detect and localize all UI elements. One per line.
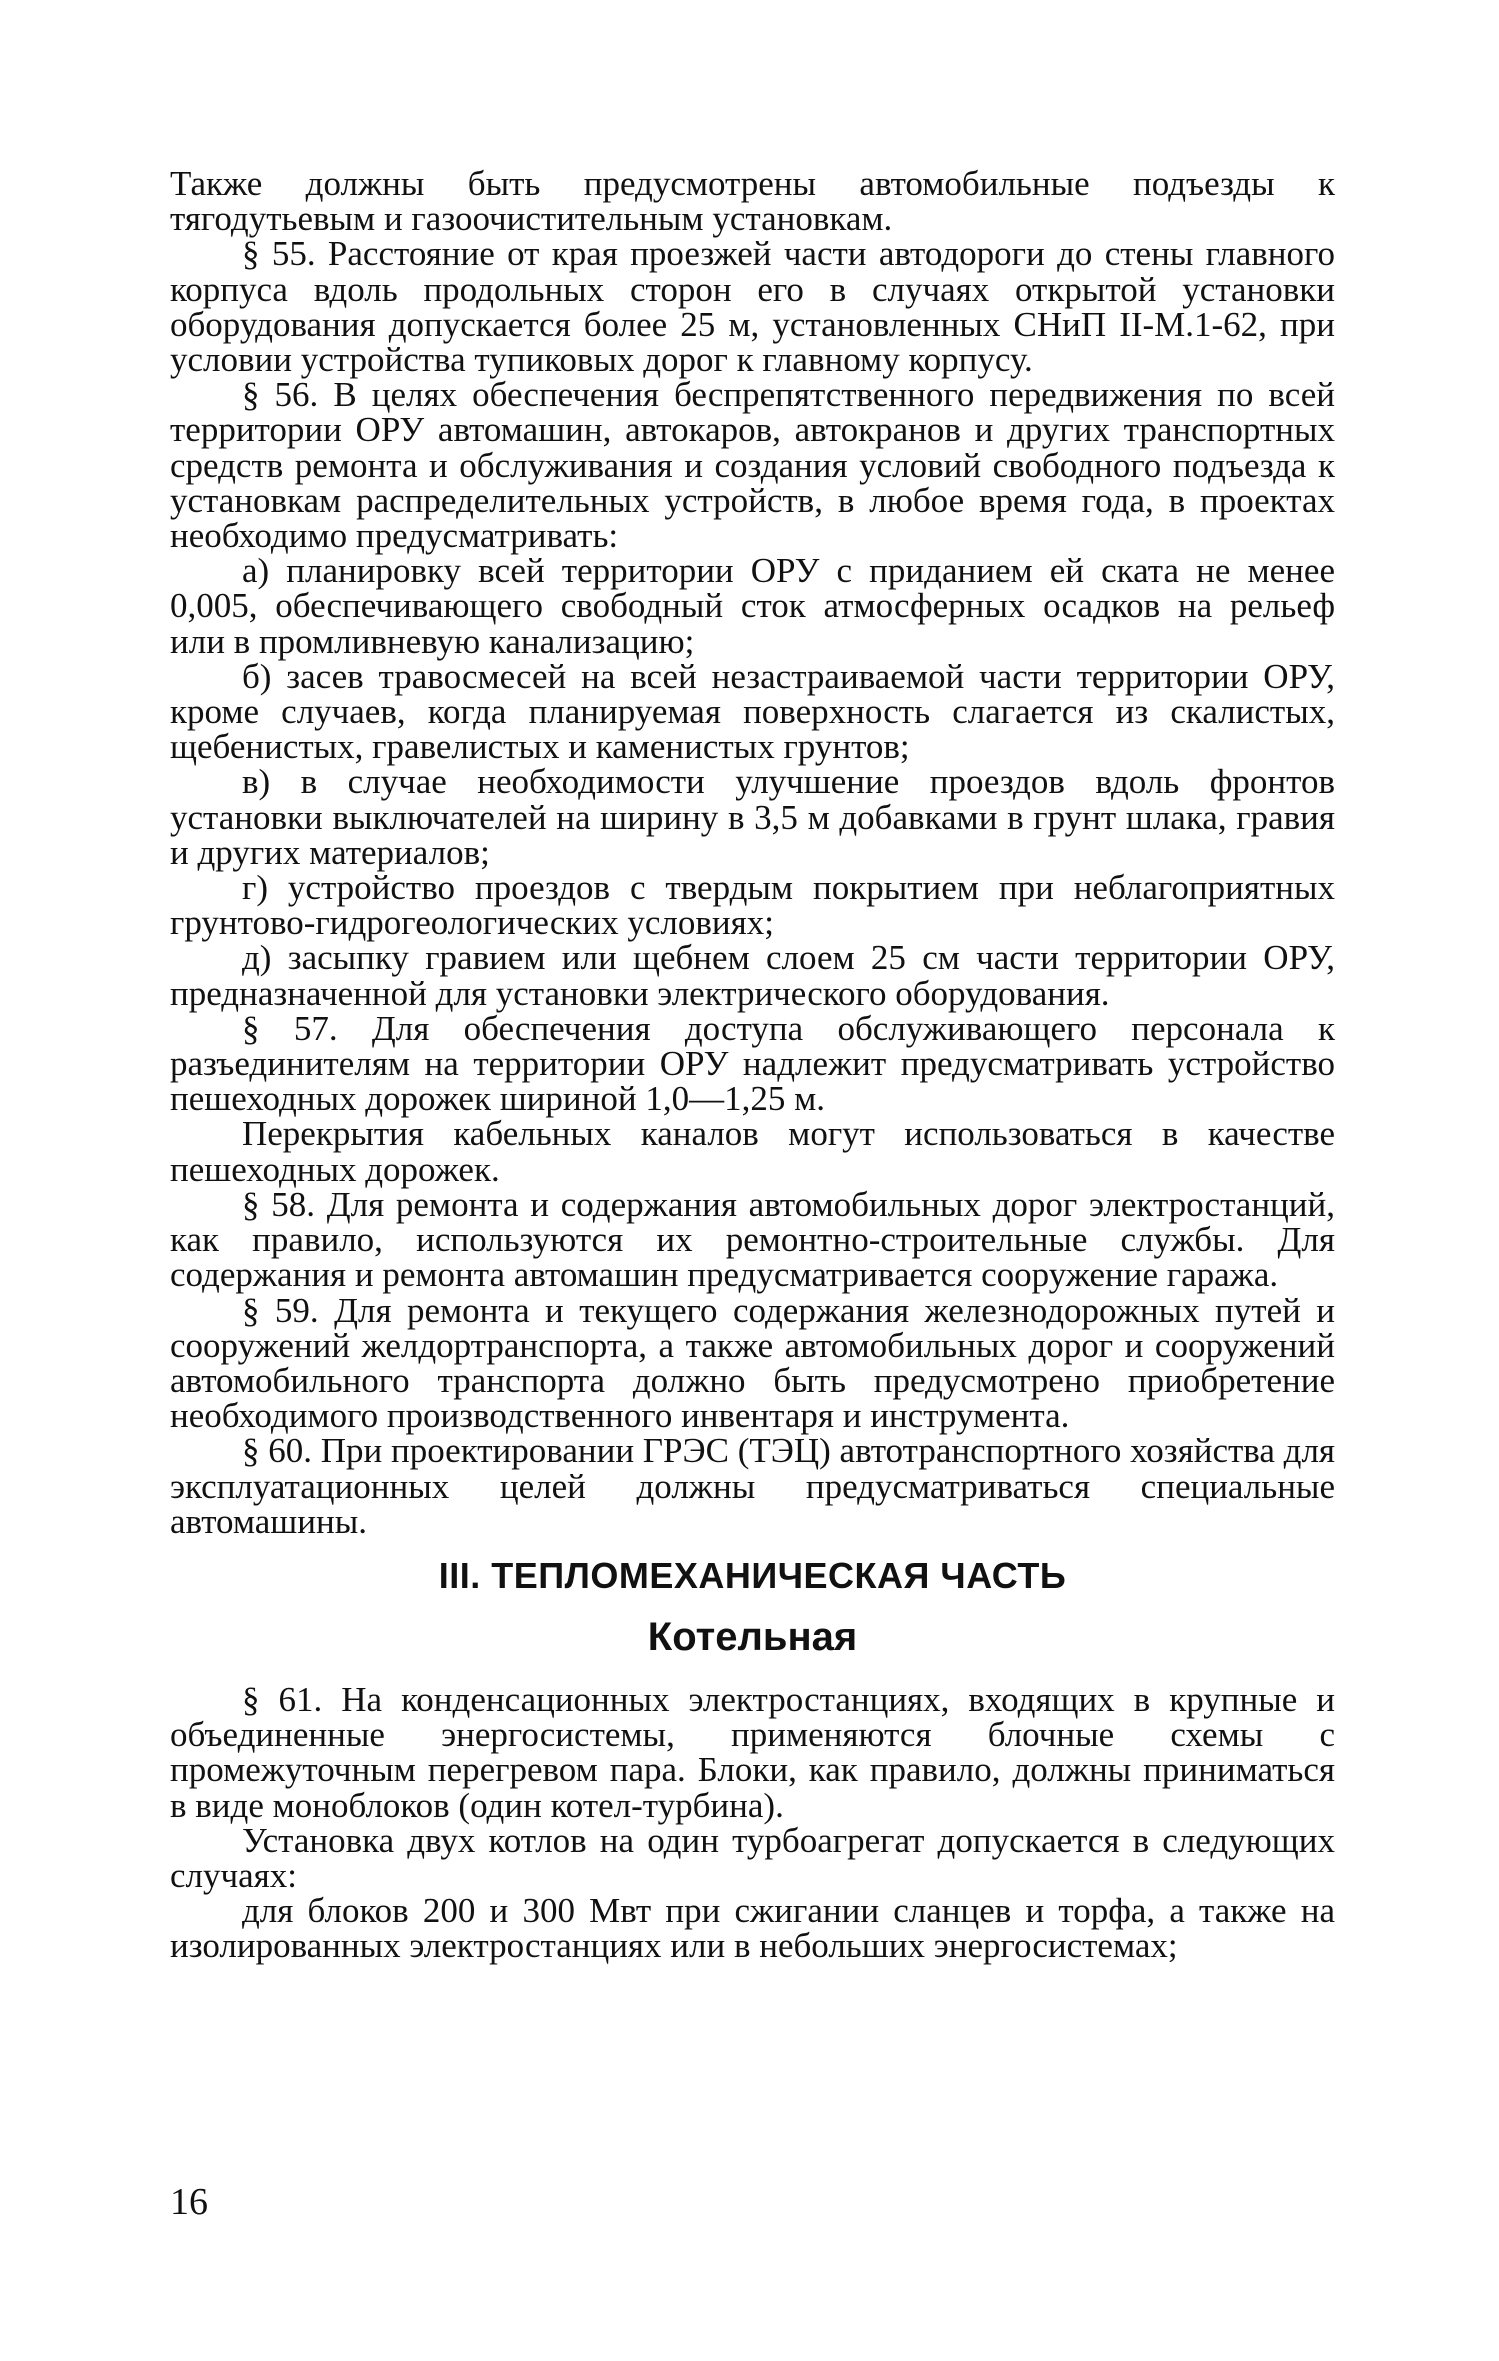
paragraph-58: § 58. Для ремонта и содержания автомобильных дорог электростанций, как правило, используются их ремонтно-строительные службы. Для содержания и ремонта автомашин предусматривается сооружение гаража. bbox=[170, 1184, 1335, 1295]
paragraph-56-d: д) засыпку гравием или щебнем слоем 25 см части территории ОРУ, предназначенной для установки электрического оборудования. bbox=[170, 938, 1335, 1013]
paragraph-56-g: г) устройство проездов с твердым покрытием при неблагоприятных грунтово-гидрогеологических условиях; bbox=[170, 868, 1335, 943]
paragraph-intro: Также должны быть предусмотрены автомобильные подъезды к тягодутьевым и газоочистительным установкам. bbox=[170, 164, 1335, 239]
paragraph-60: § 60. При проектировании ГРЭС (ТЭЦ) автотранспортного хозяйства для эксплуатационных целей должны предусматриваться специальные автомашины. bbox=[170, 1431, 1336, 1541]
section-heading: III. ТЕПЛОМЕХАНИЧЕСКАЯ ЧАСТЬ bbox=[438, 1554, 1067, 1596]
paragraph-61-note: Установка двух котлов на один турбоагрегат допускается в следующих случаях: bbox=[170, 1820, 1335, 1895]
paragraph-57: § 57. Для обеспечения доступа обслуживающего персонала к разъединителям на территории ОРУ надлежит предусматривать устройство пешеходных дорожек шириной 1,0—1,25 м. bbox=[170, 1008, 1335, 1119]
paragraph-59: § 59. Для ремонта и текущего содержания железнодорожных путей и сооружений желдортранспорта, а также автомобильных дорог и сооружений автомобильного транспорта должно быть предусмотрено приобретение необходимого производственного инвентаря и инструмента. bbox=[170, 1290, 1335, 1436]
subsection-heading: Котельная bbox=[647, 1614, 858, 1659]
paragraph-57-note: Перекрытия кабельных каналов могут использоваться в качестве пешеходных дорожек. bbox=[170, 1114, 1335, 1189]
paragraph-56-b: б) засев травосмесей на всей незастраиваемой части территории ОРУ, кроме случаев, когда планируемая поверхность слагается из скалистых, щебенистых, гравелистых и каменистых грунтов; bbox=[170, 656, 1335, 767]
paragraph-56-a: а) планировку всей территории ОРУ с приданием ей ската не менее 0,005, обеспечивающего свободный сток атмосферных осадков на рельеф или в промливневую канализацию; bbox=[170, 551, 1335, 661]
paragraph-61: § 61. На конденсационных электростанциях, входящих в крупные и объединенные энергосистемы, применяются блочные схемы с промежуточным перегревом пара. Блоки, как правило, должны приниматься в виде моноблоков (один котел-турбина). bbox=[170, 1679, 1335, 1825]
paragraph-55: § 55. Расстояние от края проезжей части автодороги до стены главного корпуса вдоль продольных сторон его в случаях открытой установки оборудования допускается более 25 м, установленных СНиП II-М.1-62, при условии устройства тупиковых дорог к главному корпусу. bbox=[170, 234, 1335, 380]
paragraph-61-case: для блоков 200 и 300 Мвт при сжигании сланцев и торфа, а также на изолированных электростанциях или в небольших энергосистемах; bbox=[170, 1891, 1335, 1966]
paragraph-56-v: в) в случае необходимости улучшение проездов вдоль фронтов установки выключателей на ширину в 3,5 м добавками в грунт шлака, гравия и других материалов; bbox=[170, 762, 1335, 872]
text-column bbox=[170, 166, 1335, 1964]
paragraph-56: § 56. В целях обеспечения беспрепятственного передвижения по всей территории ОРУ автомашин, автокаров, автокранов и других транспортных средств ремонта и обслуживания и создания условий свободного подъезда к установкам распределительных устройств, в любое время года, в проектах необходимо предусматривать: bbox=[170, 375, 1335, 556]
page-number: 16 bbox=[170, 2181, 208, 2223]
